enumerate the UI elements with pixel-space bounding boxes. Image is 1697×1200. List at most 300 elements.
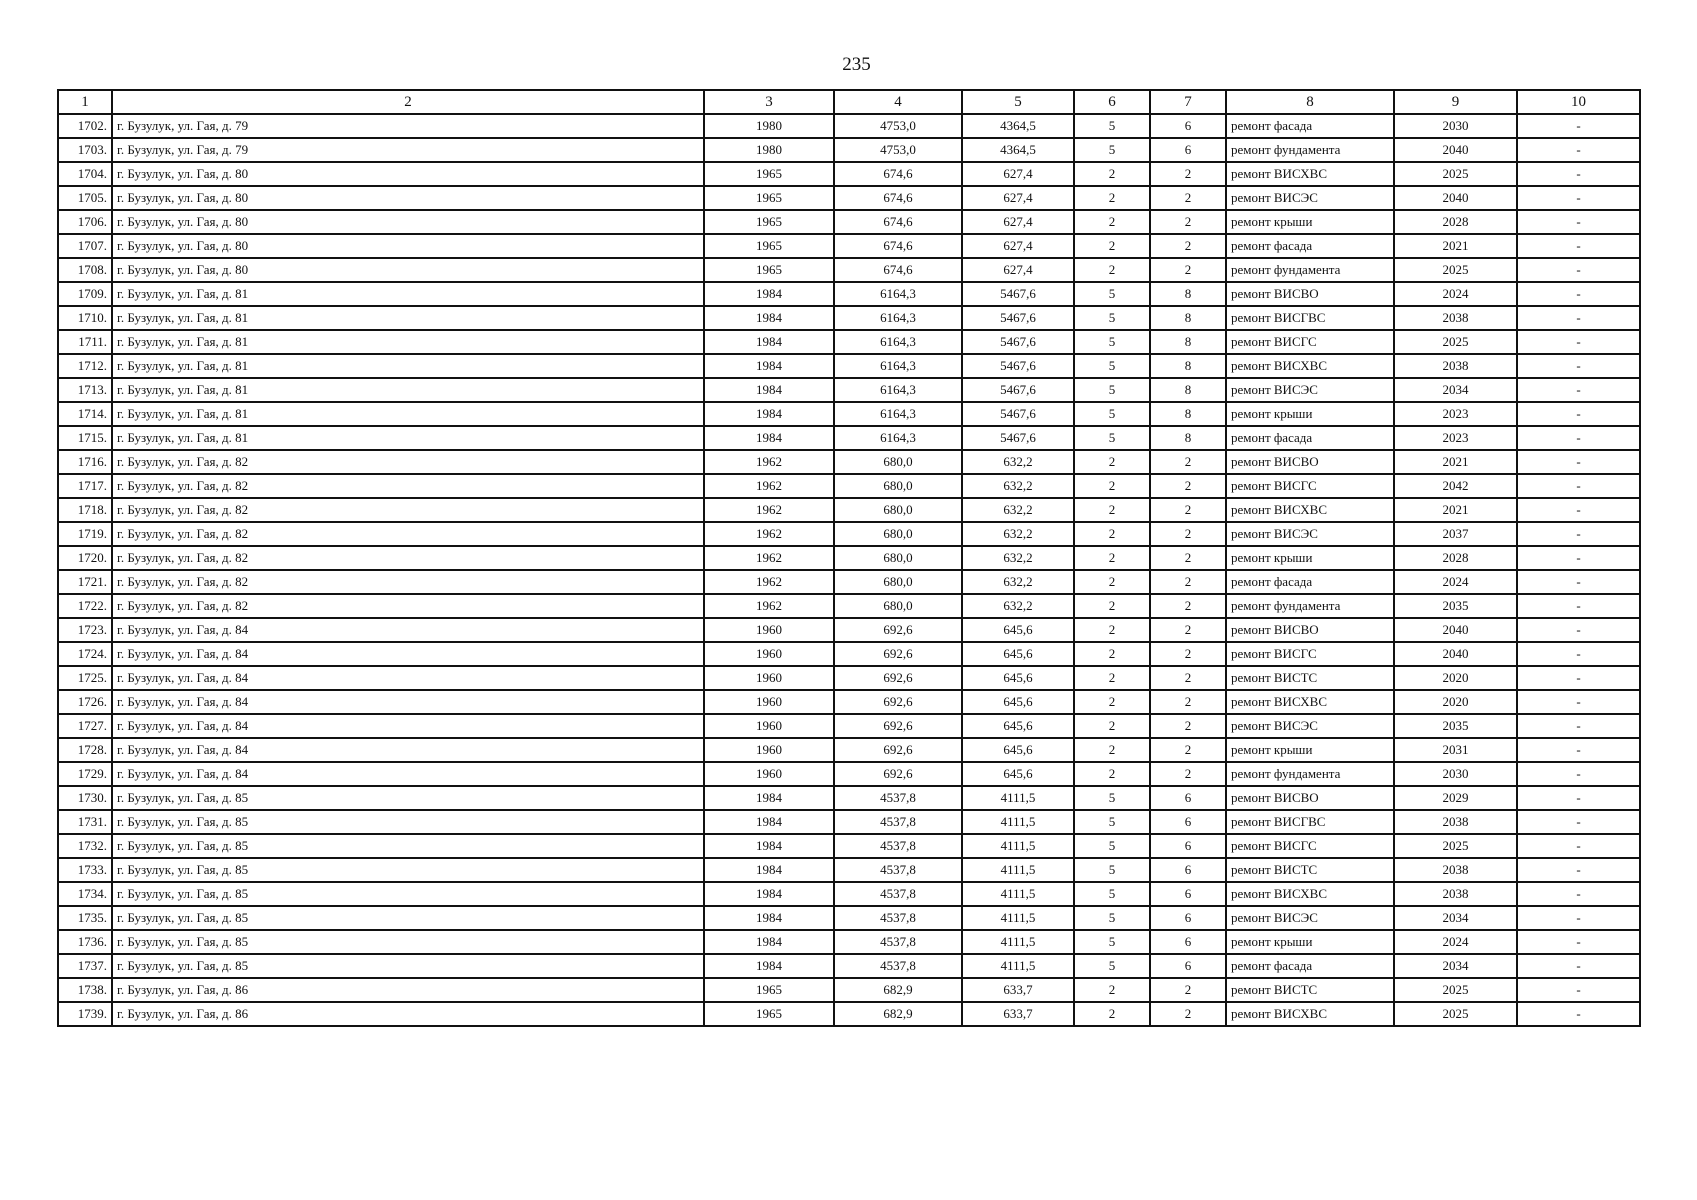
living-area-cell: 645,6 <box>962 642 1074 666</box>
work-type-cell: ремонт ВИСЭС <box>1226 906 1394 930</box>
entrances-cell: 2 <box>1150 546 1226 570</box>
year-cell: 1962 <box>704 474 834 498</box>
planned-year-cell: 2025 <box>1394 330 1517 354</box>
note-cell: - <box>1517 714 1640 738</box>
work-type-cell: ремонт ВИСВО <box>1226 282 1394 306</box>
note-cell: - <box>1517 810 1640 834</box>
work-type-cell: ремонт крыши <box>1226 210 1394 234</box>
year-cell: 1984 <box>704 306 834 330</box>
total-area-cell: 6164,3 <box>834 402 962 426</box>
year-cell: 1984 <box>704 786 834 810</box>
living-area-cell: 645,6 <box>962 738 1074 762</box>
work-type-cell: ремонт фасада <box>1226 570 1394 594</box>
planned-year-cell: 2029 <box>1394 786 1517 810</box>
work-type-cell: ремонт ВИСТС <box>1226 666 1394 690</box>
note-cell: - <box>1517 618 1640 642</box>
floors-cell: 2 <box>1074 450 1150 474</box>
floors-cell: 2 <box>1074 1002 1150 1026</box>
living-area-cell: 5467,6 <box>962 378 1074 402</box>
note-cell: - <box>1517 498 1640 522</box>
total-area-cell: 692,6 <box>834 738 962 762</box>
floors-cell: 5 <box>1074 378 1150 402</box>
planned-year-cell: 2023 <box>1394 426 1517 450</box>
row-number: 1714. <box>58 402 112 426</box>
table-row <box>58 690 1640 714</box>
work-type-cell: ремонт фундамента <box>1226 594 1394 618</box>
living-area-cell: 4364,5 <box>962 114 1074 138</box>
address-cell: г. Бузулук, ул. Гая, д. 82 <box>112 474 704 498</box>
note-cell: - <box>1517 570 1640 594</box>
total-area-cell: 4537,8 <box>834 906 962 930</box>
table-row <box>58 786 1640 810</box>
entrances-cell: 6 <box>1150 786 1226 810</box>
planned-year-cell: 2042 <box>1394 474 1517 498</box>
total-area-cell: 680,0 <box>834 450 962 474</box>
address-cell: г. Бузулук, ул. Гая, д. 84 <box>112 618 704 642</box>
planned-year-cell: 2021 <box>1394 498 1517 522</box>
total-area-cell: 674,6 <box>834 258 962 282</box>
note-cell: - <box>1517 642 1640 666</box>
table-row <box>58 234 1640 258</box>
address-cell: г. Бузулук, ул. Гая, д. 85 <box>112 906 704 930</box>
note-cell: - <box>1517 930 1640 954</box>
planned-year-cell: 2030 <box>1394 762 1517 786</box>
floors-cell: 2 <box>1074 738 1150 762</box>
row-number: 1719. <box>58 522 112 546</box>
year-cell: 1965 <box>704 978 834 1002</box>
planned-year-cell: 2040 <box>1394 138 1517 162</box>
living-area-cell: 5467,6 <box>962 426 1074 450</box>
planned-year-cell: 2030 <box>1394 114 1517 138</box>
total-area-cell: 6164,3 <box>834 306 962 330</box>
table-row <box>58 714 1640 738</box>
total-area-cell: 4537,8 <box>834 786 962 810</box>
entrances-cell: 6 <box>1150 810 1226 834</box>
table-row <box>58 906 1640 930</box>
note-cell: - <box>1517 594 1640 618</box>
living-area-cell: 4111,5 <box>962 786 1074 810</box>
planned-year-cell: 2037 <box>1394 522 1517 546</box>
column-header: 7 <box>1150 90 1226 114</box>
total-area-cell: 674,6 <box>834 234 962 258</box>
floors-cell: 2 <box>1074 162 1150 186</box>
floors-cell: 2 <box>1074 714 1150 738</box>
work-type-cell: ремонт ВИСТС <box>1226 858 1394 882</box>
year-cell: 1960 <box>704 642 834 666</box>
note-cell: - <box>1517 186 1640 210</box>
table-row <box>58 210 1640 234</box>
note-cell: - <box>1517 306 1640 330</box>
address-cell: г. Бузулук, ул. Гая, д. 80 <box>112 162 704 186</box>
year-cell: 1965 <box>704 162 834 186</box>
planned-year-cell: 2035 <box>1394 594 1517 618</box>
note-cell: - <box>1517 378 1640 402</box>
work-type-cell: ремонт фасада <box>1226 954 1394 978</box>
work-type-cell: ремонт ВИСХВС <box>1226 354 1394 378</box>
work-type-cell: ремонт ВИСХВС <box>1226 1002 1394 1026</box>
planned-year-cell: 2024 <box>1394 570 1517 594</box>
total-area-cell: 4753,0 <box>834 138 962 162</box>
work-type-cell: ремонт фундамента <box>1226 258 1394 282</box>
entrances-cell: 2 <box>1150 618 1226 642</box>
entrances-cell: 2 <box>1150 738 1226 762</box>
year-cell: 1962 <box>704 522 834 546</box>
note-cell: - <box>1517 762 1640 786</box>
address-cell: г. Бузулук, ул. Гая, д. 80 <box>112 234 704 258</box>
floors-cell: 2 <box>1074 690 1150 714</box>
row-number: 1707. <box>58 234 112 258</box>
address-cell: г. Бузулук, ул. Гая, д. 81 <box>112 282 704 306</box>
column-header: 4 <box>834 90 962 114</box>
entrances-cell: 6 <box>1150 906 1226 930</box>
work-type-cell: ремонт ВИСГС <box>1226 330 1394 354</box>
entrances-cell: 2 <box>1150 498 1226 522</box>
year-cell: 1960 <box>704 666 834 690</box>
total-area-cell: 4537,8 <box>834 810 962 834</box>
total-area-cell: 4537,8 <box>834 858 962 882</box>
address-cell: г. Бузулук, ул. Гая, д. 81 <box>112 330 704 354</box>
table-row <box>58 594 1640 618</box>
address-cell: г. Бузулук, ул. Гая, д. 80 <box>112 258 704 282</box>
planned-year-cell: 2031 <box>1394 738 1517 762</box>
total-area-cell: 680,0 <box>834 594 962 618</box>
address-cell: г. Бузулук, ул. Гая, д. 80 <box>112 210 704 234</box>
living-area-cell: 632,2 <box>962 450 1074 474</box>
entrances-cell: 2 <box>1150 522 1226 546</box>
living-area-cell: 4111,5 <box>962 954 1074 978</box>
row-number: 1703. <box>58 138 112 162</box>
total-area-cell: 680,0 <box>834 546 962 570</box>
planned-year-cell: 2028 <box>1394 210 1517 234</box>
note-cell: - <box>1517 234 1640 258</box>
entrances-cell: 2 <box>1150 162 1226 186</box>
living-area-cell: 4364,5 <box>962 138 1074 162</box>
total-area-cell: 680,0 <box>834 474 962 498</box>
address-cell: г. Бузулук, ул. Гая, д. 82 <box>112 594 704 618</box>
total-area-cell: 6164,3 <box>834 426 962 450</box>
entrances-cell: 2 <box>1150 978 1226 1002</box>
planned-year-cell: 2035 <box>1394 714 1517 738</box>
living-area-cell: 627,4 <box>962 258 1074 282</box>
note-cell: - <box>1517 114 1640 138</box>
floors-cell: 2 <box>1074 618 1150 642</box>
table-row <box>58 378 1640 402</box>
work-type-cell: ремонт крыши <box>1226 930 1394 954</box>
note-cell: - <box>1517 834 1640 858</box>
entrances-cell: 2 <box>1150 594 1226 618</box>
row-number: 1737. <box>58 954 112 978</box>
row-number: 1738. <box>58 978 112 1002</box>
living-area-cell: 4111,5 <box>962 882 1074 906</box>
row-number: 1711. <box>58 330 112 354</box>
table-row <box>58 666 1640 690</box>
total-area-cell: 6164,3 <box>834 378 962 402</box>
note-cell: - <box>1517 330 1640 354</box>
year-cell: 1962 <box>704 450 834 474</box>
total-area-cell: 674,6 <box>834 162 962 186</box>
address-cell: г. Бузулук, ул. Гая, д. 81 <box>112 378 704 402</box>
address-cell: г. Бузулук, ул. Гая, д. 84 <box>112 762 704 786</box>
total-area-cell: 680,0 <box>834 522 962 546</box>
row-number: 1709. <box>58 282 112 306</box>
year-cell: 1984 <box>704 282 834 306</box>
table-header-row <box>58 90 1640 114</box>
row-number: 1735. <box>58 906 112 930</box>
note-cell: - <box>1517 786 1640 810</box>
entrances-cell: 2 <box>1150 210 1226 234</box>
total-area-cell: 6164,3 <box>834 354 962 378</box>
entrances-cell: 6 <box>1150 834 1226 858</box>
table-body <box>58 114 1640 1026</box>
year-cell: 1984 <box>704 330 834 354</box>
floors-cell: 2 <box>1074 978 1150 1002</box>
row-number: 1717. <box>58 474 112 498</box>
total-area-cell: 680,0 <box>834 570 962 594</box>
row-number: 1708. <box>58 258 112 282</box>
table-row <box>58 450 1640 474</box>
address-cell: г. Бузулук, ул. Гая, д. 85 <box>112 786 704 810</box>
row-number: 1724. <box>58 642 112 666</box>
living-area-cell: 4111,5 <box>962 906 1074 930</box>
floors-cell: 2 <box>1074 474 1150 498</box>
table-row <box>58 642 1640 666</box>
row-number: 1705. <box>58 186 112 210</box>
work-type-cell: ремонт фундамента <box>1226 138 1394 162</box>
column-header: 8 <box>1226 90 1394 114</box>
work-type-cell: ремонт фундамента <box>1226 762 1394 786</box>
column-header: 9 <box>1394 90 1517 114</box>
row-number: 1733. <box>58 858 112 882</box>
living-area-cell: 645,6 <box>962 762 1074 786</box>
table-row <box>58 258 1640 282</box>
column-header: 5 <box>962 90 1074 114</box>
total-area-cell: 692,6 <box>834 618 962 642</box>
address-cell: г. Бузулук, ул. Гая, д. 86 <box>112 978 704 1002</box>
year-cell: 1984 <box>704 930 834 954</box>
table-row <box>58 162 1640 186</box>
floors-cell: 2 <box>1074 234 1150 258</box>
year-cell: 1965 <box>704 1002 834 1026</box>
floors-cell: 5 <box>1074 834 1150 858</box>
table-row <box>58 978 1640 1002</box>
total-area-cell: 680,0 <box>834 498 962 522</box>
living-area-cell: 5467,6 <box>962 282 1074 306</box>
address-cell: г. Бузулук, ул. Гая, д. 82 <box>112 570 704 594</box>
entrances-cell: 2 <box>1150 1002 1226 1026</box>
address-cell: г. Бузулук, ул. Гая, д. 84 <box>112 738 704 762</box>
planned-year-cell: 2025 <box>1394 1002 1517 1026</box>
entrances-cell: 8 <box>1150 354 1226 378</box>
living-area-cell: 633,7 <box>962 1002 1074 1026</box>
work-type-cell: ремонт ВИСХВС <box>1226 882 1394 906</box>
living-area-cell: 4111,5 <box>962 858 1074 882</box>
year-cell: 1980 <box>704 138 834 162</box>
living-area-cell: 627,4 <box>962 210 1074 234</box>
table-row <box>58 738 1640 762</box>
table-row <box>58 834 1640 858</box>
table-row <box>58 570 1640 594</box>
note-cell: - <box>1517 450 1640 474</box>
living-area-cell: 5467,6 <box>962 306 1074 330</box>
row-number: 1734. <box>58 882 112 906</box>
floors-cell: 2 <box>1074 762 1150 786</box>
year-cell: 1960 <box>704 714 834 738</box>
total-area-cell: 692,6 <box>834 690 962 714</box>
year-cell: 1984 <box>704 402 834 426</box>
planned-year-cell: 2028 <box>1394 546 1517 570</box>
table-row <box>58 618 1640 642</box>
address-cell: г. Бузулук, ул. Гая, д. 79 <box>112 138 704 162</box>
work-type-cell: ремонт ВИСВО <box>1226 786 1394 810</box>
row-number: 1729. <box>58 762 112 786</box>
work-type-cell: ремонт крыши <box>1226 402 1394 426</box>
column-header: 6 <box>1074 90 1150 114</box>
floors-cell: 2 <box>1074 642 1150 666</box>
table-row <box>58 546 1640 570</box>
year-cell: 1960 <box>704 762 834 786</box>
entrances-cell: 2 <box>1150 642 1226 666</box>
address-cell: г. Бузулук, ул. Гая, д. 85 <box>112 882 704 906</box>
living-area-cell: 632,2 <box>962 594 1074 618</box>
total-area-cell: 692,6 <box>834 762 962 786</box>
floors-cell: 5 <box>1074 810 1150 834</box>
living-area-cell: 632,2 <box>962 474 1074 498</box>
living-area-cell: 632,2 <box>962 498 1074 522</box>
total-area-cell: 4537,8 <box>834 954 962 978</box>
work-type-cell: ремонт ВИСВО <box>1226 450 1394 474</box>
floors-cell: 2 <box>1074 570 1150 594</box>
year-cell: 1965 <box>704 210 834 234</box>
table-row <box>58 474 1640 498</box>
address-cell: г. Бузулук, ул. Гая, д. 85 <box>112 858 704 882</box>
work-type-cell: ремонт ВИСХВС <box>1226 162 1394 186</box>
table-row <box>58 138 1640 162</box>
living-area-cell: 5467,6 <box>962 354 1074 378</box>
address-cell: г. Бузулук, ул. Гая, д. 85 <box>112 810 704 834</box>
year-cell: 1984 <box>704 954 834 978</box>
living-area-cell: 4111,5 <box>962 834 1074 858</box>
total-area-cell: 4537,8 <box>834 882 962 906</box>
row-number: 1726. <box>58 690 112 714</box>
note-cell: - <box>1517 906 1640 930</box>
total-area-cell: 4537,8 <box>834 834 962 858</box>
address-cell: г. Бузулук, ул. Гая, д. 84 <box>112 690 704 714</box>
total-area-cell: 674,6 <box>834 210 962 234</box>
year-cell: 1984 <box>704 834 834 858</box>
floors-cell: 2 <box>1074 186 1150 210</box>
living-area-cell: 632,2 <box>962 522 1074 546</box>
floors-cell: 2 <box>1074 258 1150 282</box>
work-type-cell: ремонт ВИСГС <box>1226 474 1394 498</box>
work-type-cell: ремонт ВИСГС <box>1226 834 1394 858</box>
address-cell: г. Бузулук, ул. Гая, д. 82 <box>112 546 704 570</box>
address-cell: г. Бузулук, ул. Гая, д. 79 <box>112 114 704 138</box>
year-cell: 1960 <box>704 690 834 714</box>
living-area-cell: 645,6 <box>962 714 1074 738</box>
row-number: 1727. <box>58 714 112 738</box>
floors-cell: 2 <box>1074 666 1150 690</box>
entrances-cell: 2 <box>1150 258 1226 282</box>
note-cell: - <box>1517 738 1640 762</box>
planned-year-cell: 2038 <box>1394 882 1517 906</box>
table-row <box>58 810 1640 834</box>
note-cell: - <box>1517 282 1640 306</box>
planned-year-cell: 2025 <box>1394 978 1517 1002</box>
address-cell: г. Бузулук, ул. Гая, д. 84 <box>112 714 704 738</box>
living-area-cell: 645,6 <box>962 666 1074 690</box>
table-row <box>58 402 1640 426</box>
planned-year-cell: 2038 <box>1394 306 1517 330</box>
year-cell: 1962 <box>704 594 834 618</box>
column-header: 3 <box>704 90 834 114</box>
year-cell: 1965 <box>704 234 834 258</box>
table-row <box>58 954 1640 978</box>
row-number: 1716. <box>58 450 112 474</box>
work-type-cell: ремонт ВИСЭС <box>1226 186 1394 210</box>
planned-year-cell: 2040 <box>1394 618 1517 642</box>
row-number: 1718. <box>58 498 112 522</box>
row-number: 1704. <box>58 162 112 186</box>
entrances-cell: 2 <box>1150 762 1226 786</box>
entrances-cell: 6 <box>1150 882 1226 906</box>
entrances-cell: 8 <box>1150 426 1226 450</box>
address-cell: г. Бузулук, ул. Гая, д. 84 <box>112 642 704 666</box>
note-cell: - <box>1517 162 1640 186</box>
total-area-cell: 4537,8 <box>834 930 962 954</box>
note-cell: - <box>1517 858 1640 882</box>
row-number: 1730. <box>58 786 112 810</box>
living-area-cell: 5467,6 <box>962 402 1074 426</box>
planned-year-cell: 2034 <box>1394 906 1517 930</box>
row-number: 1720. <box>58 546 112 570</box>
table-row <box>58 306 1640 330</box>
living-area-cell: 4111,5 <box>962 930 1074 954</box>
floors-cell: 5 <box>1074 930 1150 954</box>
table-row <box>58 282 1640 306</box>
living-area-cell: 4111,5 <box>962 810 1074 834</box>
year-cell: 1984 <box>704 426 834 450</box>
note-cell: - <box>1517 138 1640 162</box>
address-cell: г. Бузулук, ул. Гая, д. 85 <box>112 834 704 858</box>
planned-year-cell: 2020 <box>1394 690 1517 714</box>
year-cell: 1960 <box>704 618 834 642</box>
address-cell: г. Бузулук, ул. Гая, д. 82 <box>112 498 704 522</box>
total-area-cell: 682,9 <box>834 978 962 1002</box>
work-type-cell: ремонт ВИСВО <box>1226 618 1394 642</box>
planned-year-cell: 2040 <box>1394 186 1517 210</box>
floors-cell: 2 <box>1074 546 1150 570</box>
table-row <box>58 930 1640 954</box>
total-area-cell: 692,6 <box>834 714 962 738</box>
year-cell: 1965 <box>704 258 834 282</box>
row-number: 1715. <box>58 426 112 450</box>
note-cell: - <box>1517 1002 1640 1026</box>
address-cell: г. Бузулук, ул. Гая, д. 81 <box>112 354 704 378</box>
note-cell: - <box>1517 978 1640 1002</box>
floors-cell: 5 <box>1074 402 1150 426</box>
year-cell: 1960 <box>704 738 834 762</box>
note-cell: - <box>1517 690 1640 714</box>
planned-year-cell: 2038 <box>1394 354 1517 378</box>
planned-year-cell: 2034 <box>1394 378 1517 402</box>
entrances-cell: 2 <box>1150 714 1226 738</box>
note-cell: - <box>1517 882 1640 906</box>
planned-year-cell: 2040 <box>1394 642 1517 666</box>
work-type-cell: ремонт фасада <box>1226 114 1394 138</box>
work-type-cell: ремонт фасада <box>1226 234 1394 258</box>
entrances-cell: 2 <box>1150 450 1226 474</box>
address-cell: г. Бузулук, ул. Гая, д. 81 <box>112 426 704 450</box>
